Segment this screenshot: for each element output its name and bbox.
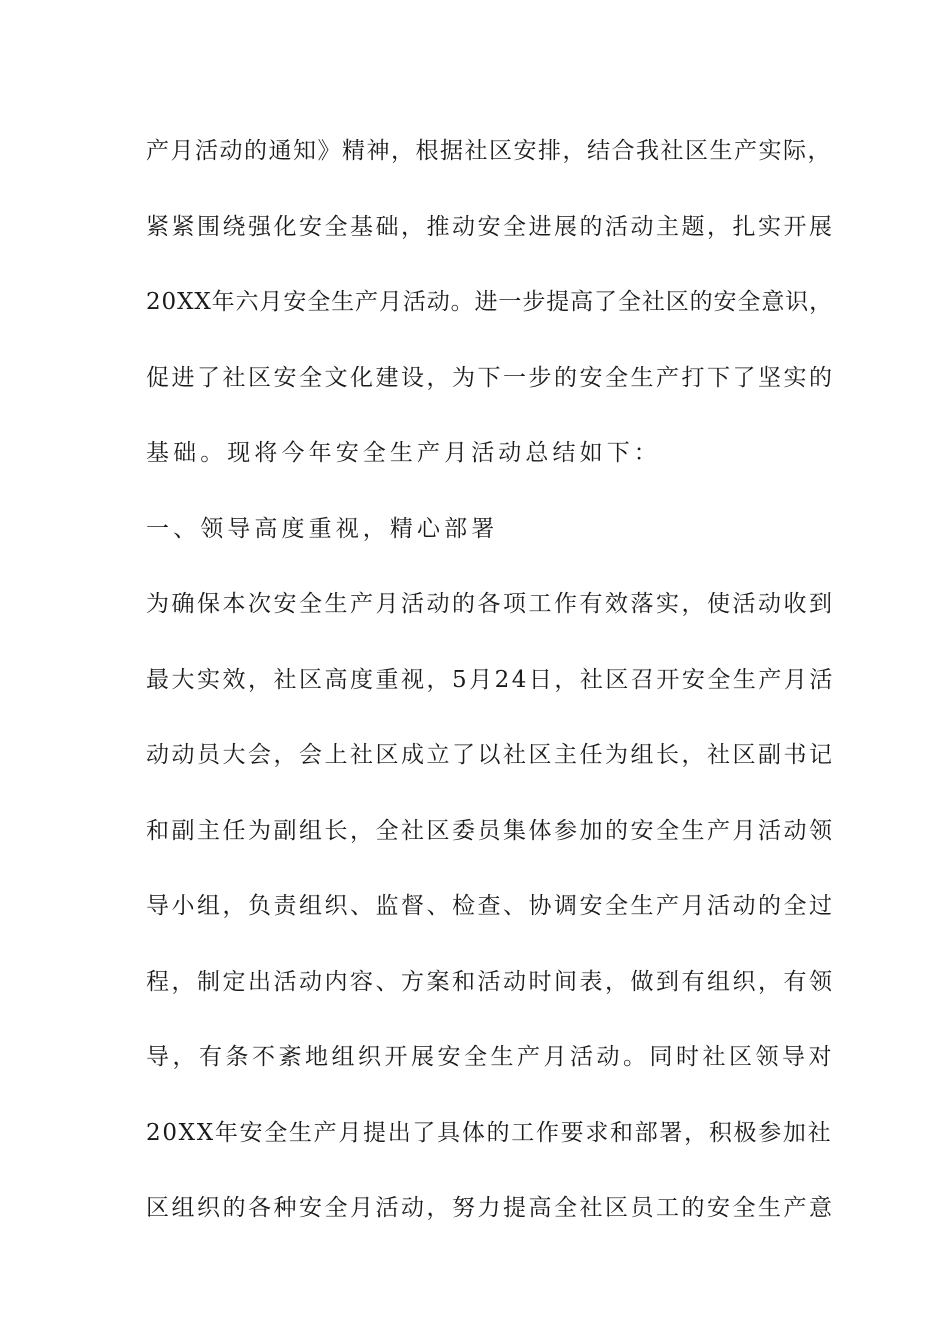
text-line: 20XX年安全生产月提出了具体的工作要求和部署，积极参加社 [146, 1119, 833, 1146]
body-text [146, 128, 835, 1261]
text-line: 20XX年六月安全生产月活动。进一步提高了全社区的安全意识， [146, 289, 834, 315]
text-line: 导小组，负责组织、监督、检查、协调安全生产月活动的全过 [146, 893, 835, 919]
text-line: 区组织的各种安全月活动，努力提高全社区员工的安全生产意 [146, 1195, 835, 1221]
text-line: 紧紧围绕强化安全基础，推动安全进展的活动主题，扎实开展 [146, 213, 835, 240]
text-line: 最大实效，社区高度重视，5月24日，社区召开安全生产月活 [146, 666, 835, 693]
text-line: 促进了社区安全文化建设，为下一步的安全生产打下了坚实的 [146, 364, 835, 391]
section-heading: 一、领导高度重视，精心部署 [146, 515, 499, 542]
text-line: 导，有条不紊地组织开展安全生产月活动。同时社区领导对 [146, 1044, 835, 1070]
text-line: 产月活动的通知》精神，根据社区安排，结合我社区生产实际， [146, 138, 832, 164]
text-line: 为确保本次安全生产月活动的各项工作有效落实，使活动收到 [146, 591, 835, 617]
text-line: 基础。现将今年安全生产月活动总结如下： [146, 440, 661, 466]
text-line: 和副主任为副组长，全社区委员集体参加的安全生产月活动领 [146, 817, 835, 844]
text-line: 动动员大会，会上社区成立了以社区主任为组长，社区副书记 [146, 742, 835, 768]
text-line: 程，制定出活动内容、方案和活动时间表，做到有组织，有领 [146, 968, 835, 995]
